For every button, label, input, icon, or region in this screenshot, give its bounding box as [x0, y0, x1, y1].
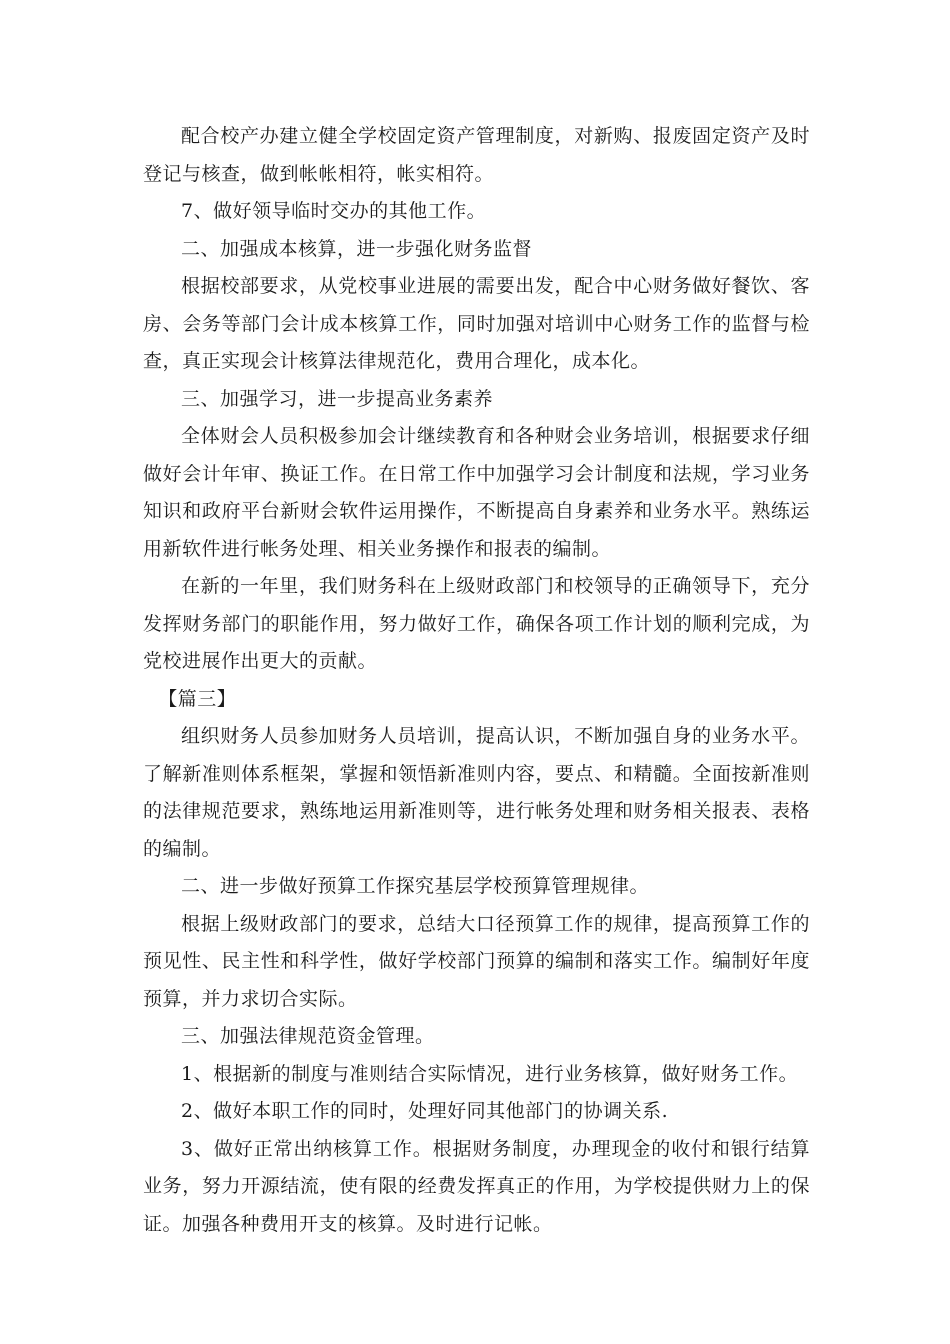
- paragraph: 全体财会人员积极参加会计继续教育和各种财会业务培训，根据要求仔细做好会计年审、换证工作。在日常工作中加强学习会计制度和法规，学习业务知识和政府平台新财会软件运用操作，不断提高自身素养和业务水平。熟练运用新软件进行帐务处理、相关业务操作和报表的编制。: [143, 425, 810, 560]
- paragraph: 3、做好正常出纳核算工作。根据财务制度，办理现金的收付和银行结算业务，努力开源结流，使有限的经费发挥真正的作用，为学校提供财力上的保证。加强各种费用开支的核算。及时进行记帐。: [143, 1137, 810, 1235]
- paragraph: 根据校部要求，从党校事业进展的需要出发，配合中心财务做好餐饮、客房、会务等部门会计成本核算工作，同时加强对培训中心财务工作的监督与检查，真正实现会计核算法律规范化，费用合理化，成本化。: [143, 275, 810, 372]
- paragraph: 根据上级财政部门的要求，总结大口径预算工作的规律，提高预算工作的预见性、民主性和科学性，做好学校部门预算的编制和落实工作。编制好年度预算，并力求切合实际。: [143, 912, 810, 1010]
- section-heading: 三、加强学习，进一步提高业务素养: [181, 387, 494, 410]
- paragraph: 组织财务人员参加财务人员培训，提高认识，不断加强自身的业务水平。了解新准则体系框架，掌握和领悟新准则内容，要点、和精髓。全面按新准则的法律规范要求，熟练地运用新准则等，进行帐务处理和财务相关报表、表格的编制。: [143, 725, 810, 860]
- document-body: [143, 118, 810, 1243]
- paragraph: 2、做好本职工作的同时，处理好同其他部门的协调关系.: [181, 1100, 669, 1122]
- section-heading: 二、进一步做好预算工作探究基层学校预算管理规律。: [181, 875, 650, 897]
- part-heading: 【篇三】: [158, 687, 237, 710]
- section-heading: 三、加强法律规范资金管理。: [181, 1025, 435, 1047]
- paragraph: 1、根据新的制度与准则结合实际情况，进行业务核算，做好财务工作。: [181, 1062, 799, 1085]
- section-heading: 二、加强成本核算，进一步强化财务监督: [181, 237, 533, 260]
- paragraph: 7、做好领导临时交办的其他工作。: [181, 200, 487, 222]
- paragraph: 在新的一年里，我们财务科在上级财政部门和校领导的正确领导下，充分发挥财务部门的职能作用，努力做好工作，确保各项工作计划的顺利完成，为党校进展作出更大的贡献。: [143, 575, 810, 672]
- paragraph: 配合校产办建立健全学校固定资产管理制度，对新购、报废固定资产及时登记与核查，做到帐帐相符，帐实相符。: [143, 125, 810, 185]
